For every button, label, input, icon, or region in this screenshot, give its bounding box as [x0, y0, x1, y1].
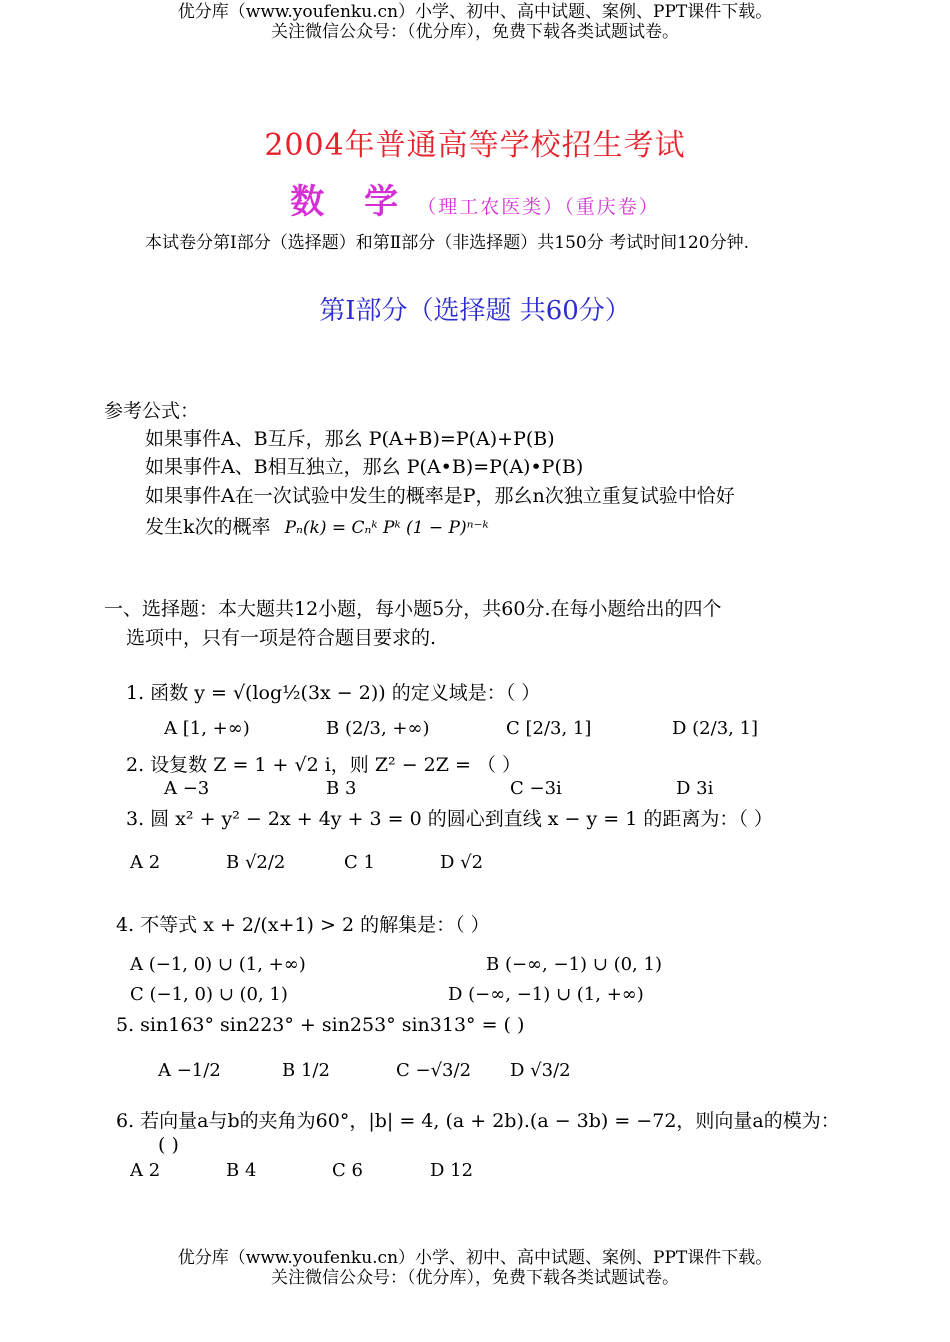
q2-option-c: C −3i [510, 778, 562, 799]
q3-stem: 3. 圆 x² + y² − 2x + 4y + 3 = 0 的圆心到直线 x − y = 1 的距离为：（ ） [126, 808, 773, 830]
section1-line-1: 一、选择题：本大题共12小题，每小题5分，共60分.在每小题给出的四个 [104, 598, 722, 620]
header-line-1: 优分库（www.youfenku.cn）小学、初中、高中试题、案例、PPT课件下载。 [177, 2, 773, 22]
q6-option-a: A 2 [130, 1160, 161, 1181]
q3-option-c: C 1 [344, 852, 375, 873]
q2-option-a: A −3 [164, 778, 210, 799]
q5-option-a: A −1/2 [158, 1060, 221, 1081]
q6-option-b: B 4 [226, 1160, 257, 1181]
q3-option-b: B √2/2 [226, 852, 286, 873]
part1-heading: 第Ⅰ部分（选择题 共60分） [319, 296, 631, 326]
header-line-2: 关注微信公众号：（优分库），免费下载各类试题试卷。 [271, 22, 679, 42]
footer-line-1: 优分库（www.youfenku.cn）小学、初中、高中试题、案例、PPT课件下载。 [177, 1248, 773, 1268]
q1-option-c: C [2/3, 1] [506, 718, 592, 739]
formula-1: 如果事件A、B互斥，那幺 P(A+B)=P(A)+P(B) [145, 428, 555, 450]
q5-stem: 5. sin163° sin223° + sin253° sin313° = ( ) [116, 1014, 525, 1036]
formula-2: 如果事件A、B相互独立，那幺 P(A•B)=P(A)•P(B) [145, 456, 584, 478]
q6-stem-bracket: ( ) [158, 1134, 179, 1156]
section1-line-2: 选项中，只有一项是符合题目要求的. [126, 627, 437, 649]
q2-option-d: D 3i [676, 778, 714, 799]
formula-3: 如果事件A在一次试验中发生的概率是P，那幺n次独立重复试验中恰好 [145, 485, 735, 507]
q6-stem: 6. 若向量a与b的夹角为60°，|b| = 4, (a + 2b).(a − 3b) = −72，则向量a的模为： [116, 1110, 840, 1132]
q3-option-a: A 2 [130, 852, 161, 873]
q1-option-d: D (2/3, 1] [672, 718, 759, 739]
subject-category: （理工农医类）（重庆卷） [417, 196, 660, 218]
q1-option-a: A [1, +∞) [164, 718, 250, 739]
q6-option-d: D 12 [430, 1160, 474, 1181]
q4-option-a: A (−1, 0) ∪ (1, +∞) [130, 954, 306, 975]
q2-option-b: B 3 [326, 778, 357, 799]
q5-option-b: B 1/2 [282, 1060, 330, 1081]
formula-4 [145, 512, 489, 539]
exam-title: 2004年普通高等学校招生考试 [264, 128, 686, 163]
footer-line-2: 关注微信公众号：（优分库），免费下载各类试题试卷。 [271, 1268, 679, 1288]
q1-stem: 1. 函数 y = √(log½(3x − 2)) 的定义域是：（ ） [126, 682, 541, 704]
q4-stem: 4. 不等式 x + 2/(x+1) > 2 的解集是：（ ） [116, 914, 490, 936]
q3-option-d: D √2 [440, 852, 484, 873]
formula-label: 参考公式： [104, 400, 200, 422]
q4-option-d: D (−∞, −1) ∪ (1, +∞) [448, 984, 644, 1005]
q4-option-c: C (−1, 0) ∪ (0, 1) [130, 984, 288, 1005]
subject-line [0, 174, 950, 223]
q6-option-c: C 6 [332, 1160, 363, 1181]
q2-stem: 2. 设复数 Z = 1 + √2 i，则 Z² − 2Z = （ ） [126, 754, 521, 776]
subject-name: 数 学 [290, 182, 413, 222]
q5-option-d: D √3/2 [510, 1060, 571, 1081]
exam-intro: 本试卷分第Ⅰ部分（选择题）和第Ⅱ部分（非选择题）共150分 考试时间120分钟. [145, 233, 749, 253]
q1-option-b: B (2/3, +∞) [326, 718, 430, 739]
q5-option-c: C −√3/2 [396, 1060, 472, 1081]
binomial-formula: Pₙ(k) = Cₙᵏ Pᵏ (1 − P)ⁿ⁻ᵏ [284, 518, 489, 538]
q4-option-b: B (−∞, −1) ∪ (0, 1) [486, 954, 662, 975]
formula-4-text: 发生k次的概率 [145, 516, 271, 538]
